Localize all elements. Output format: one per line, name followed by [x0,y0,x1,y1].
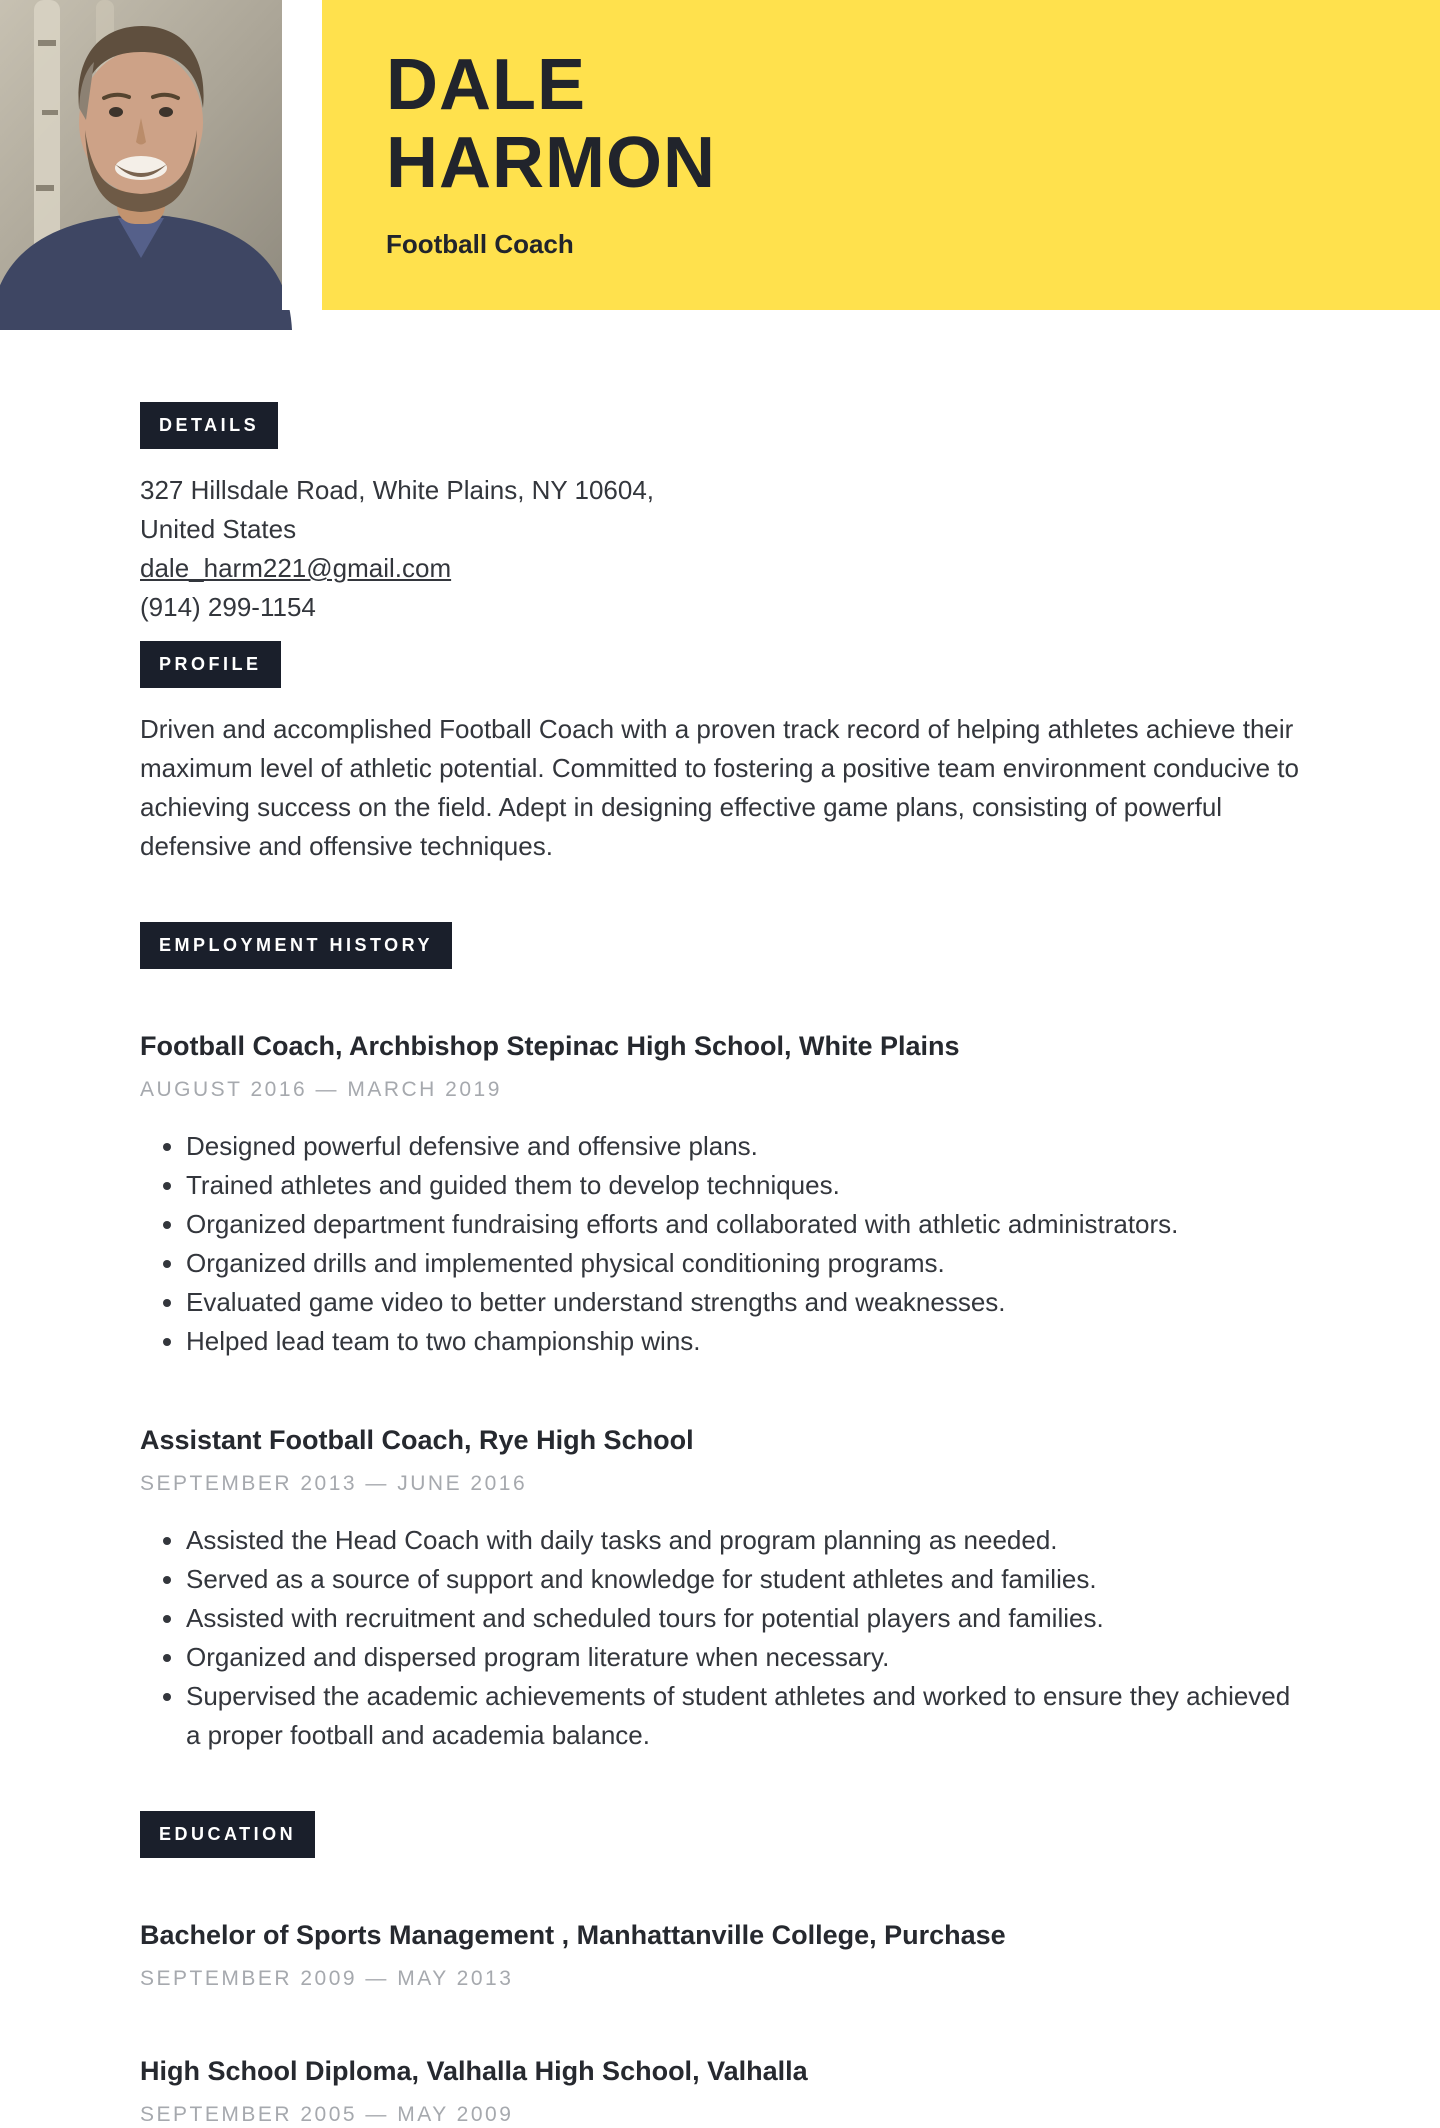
job-bullets-1 [140,1127,1310,1361]
education-title-2: High School Diploma, Valhalla High School, Valhalla [140,2056,808,2086]
job-bullet: • Served as a source of support and knowledge for student athletes and families. [186,1560,1310,1599]
phone-number: (914) 299-1154 [140,592,316,622]
address-line-2: United States [140,514,297,544]
profile-photo [0,0,282,310]
details-block [140,471,1310,627]
job-bullet: • Evaluated game video to better understand strengths and weaknesses. [186,1283,1310,1322]
resume-body [0,310,1440,2128]
header-banner [322,0,1440,310]
header-gap [282,0,322,310]
job-bullets-2 [140,1521,1310,1755]
candidate-job-title: Football Coach [386,228,574,259]
job-bullet: • Supervised the academic achievements of student athletes and worked to ensure they achieved a proper football and academia balance. [186,1677,1310,1755]
education-section-label: EDUCATION [140,1811,315,1858]
candidate-name: DALE HARMON [386,45,716,204]
details-section-label: DETAILS [140,402,278,449]
education-title-1: Bachelor of Sports Management , Manhattanville College, Purchase [140,1920,1006,1950]
profile-summary: Driven and accomplished Football Coach with a proven track record of helping athletes achieve their maximum level of athletic potential. Committed to fostering a positive team environment conducive to achieving success on the field. Adept in designing effective game plans, consisting of powerful defensive and offensive techniques. [140,714,1299,861]
job-bullet: • Organized department fundraising efforts and collaborated with athletic administrators. [186,1205,1310,1244]
job-title-2: Assistant Football Coach, Rye High School [140,1425,694,1455]
job-dates-2: SEPTEMBER 2013 — JUNE 2016 [140,1472,528,1495]
header [0,0,1440,310]
job-bullet: • Organized drills and implemented physical conditioning programs. [186,1244,1310,1283]
profile-photo-illustration [0,0,282,310]
job-bullet: • Designed powerful defensive and offensive plans. [186,1127,1310,1166]
job-bullet: • Organized and dispersed program literature when necessary. [186,1638,1310,1677]
address-line-1: 327 Hillsdale Road, White Plains, NY 10604, [140,475,655,505]
job-bullet: • Helped lead team to two championship wins. [186,1322,1310,1361]
education-dates-1: SEPTEMBER 2009 — MAY 2013 [140,1967,514,1990]
employment-section-label: EMPLOYMENT HISTORY [140,922,452,969]
job-title-1: Football Coach, Archbishop Stepinac High School, White Plains [140,1031,960,1061]
job-bullet: • Assisted with recruitment and scheduled tours for potential players and families. [186,1599,1310,1638]
job-dates-1: AUGUST 2016 — MARCH 2019 [140,1078,502,1101]
job-bullet: • Trained athletes and guided them to develop techniques. [186,1166,1310,1205]
job-bullet: • Assisted the Head Coach with daily tasks and program planning as needed. [186,1521,1310,1560]
education-dates-2: SEPTEMBER 2005 — MAY 2009 [140,2103,514,2126]
email-link[interactable]: dale_harm221@gmail.com [140,553,452,583]
profile-section-label: PROFILE [140,641,281,688]
